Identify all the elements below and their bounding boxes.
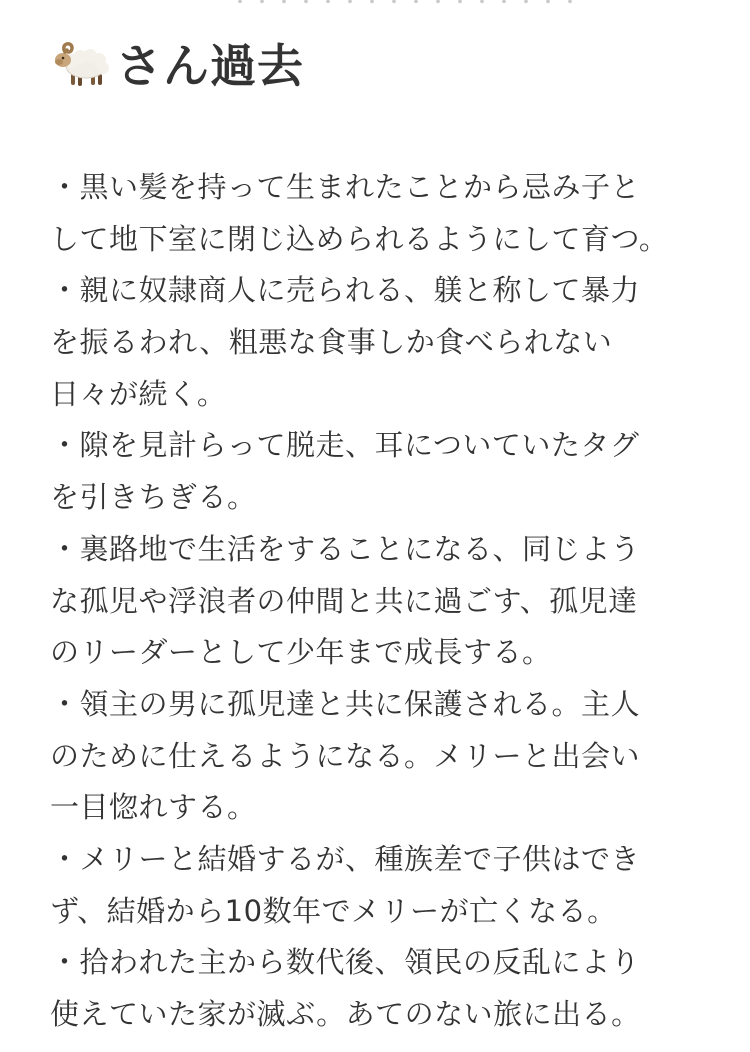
text-line: な孤児や浮浪者の仲間と共に過ごす、孤児達 (50, 583, 638, 618)
text-line: ・黒い髪を持って生まれたことから忌み子と (50, 170, 641, 204)
text-line: を引きちぎる。 (50, 480, 257, 515)
text-line: 日々が続く。 (50, 376, 227, 411)
text-line: ず、結婚から10数年でメリーが亡くなる。 (50, 893, 617, 928)
text-line: して地下室に閉じ込められるようにして育つ。 (50, 221, 669, 256)
text-line: ・親に奴隷商人に売られる、躾と称して暴力 (50, 273, 641, 308)
text-line: を振るわれ、粗悪な食事しか食べられない (50, 325, 613, 360)
text-line: ・メリーと結婚するが、種族差で子供はでき (50, 841, 641, 876)
text-line: のために仕えるようになる。メリーと出会い (50, 738, 641, 773)
page-title-text: さん過去 (116, 39, 304, 93)
text-line: ・裏路地で生活をすることになる、同じよう (50, 531, 641, 566)
page-title (50, 28, 304, 98)
text-line: のリーダーとして少年まで成長する。 (50, 635, 552, 670)
sheep-icon (50, 33, 110, 93)
text-line: ・領主の男に孤児達と共に保護される。主人 (50, 686, 641, 721)
history-text (50, 162, 740, 1041)
text-line: ・隙を見計らって脱走、耳についていたタグ (50, 428, 640, 463)
text-line: 一目惚れする。 (50, 790, 257, 825)
text-line: 使えていた家が滅ぶ。あてのない旅に出る。 (50, 997, 641, 1031)
text-line: ・拾われた主から数代後、領民の反乱により (50, 945, 641, 980)
cut-off-text: ・・・・・・・・・・・・・・・・ (230, 0, 582, 14)
